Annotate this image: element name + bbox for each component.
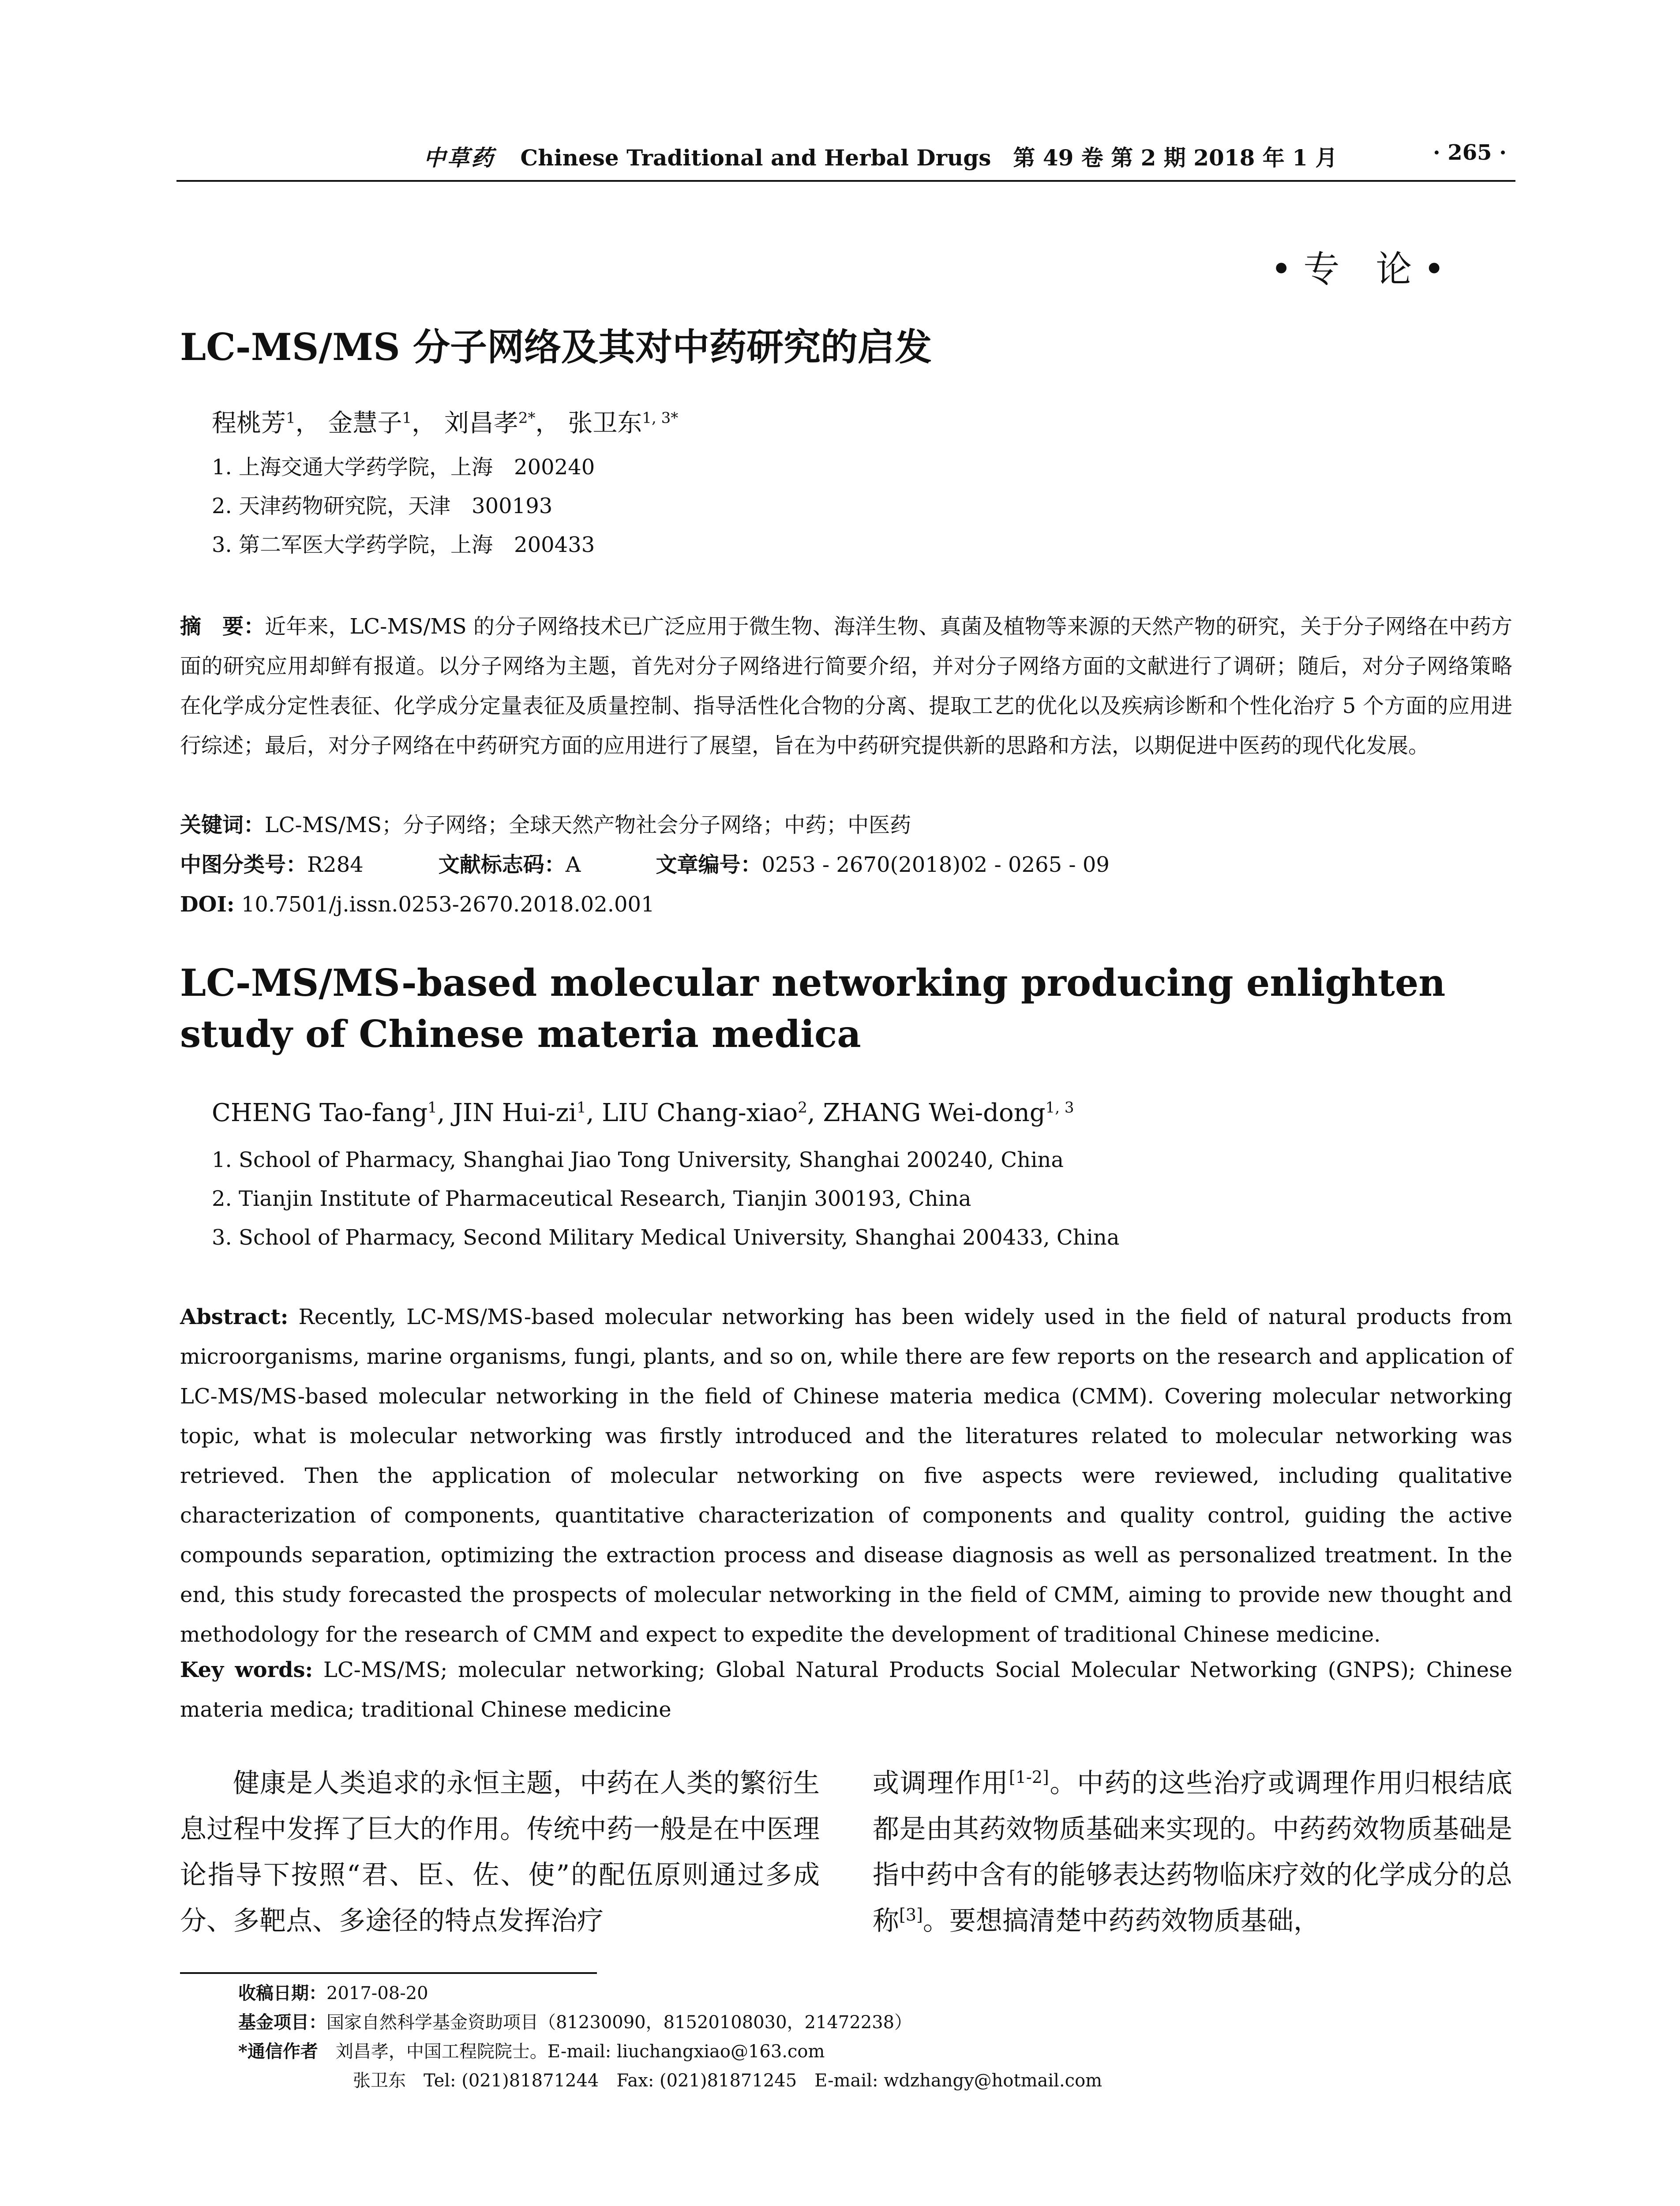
author-sep: ， [295,409,320,438]
fund-text: 国家自然科学基金资助项目（81230090，81520108030，21472238） [326,2012,912,2033]
author-sup: 1 [576,1099,586,1117]
fund-label: 基金项目： [238,2012,326,2033]
section-tag: • 专 论 • [1271,248,1445,290]
classification-line [180,845,1110,885]
keywords-text: LC-MS/MS；分子网络；全球天然产物社会分子网络；中药；中医药 [265,813,911,837]
journal-info [424,140,1337,172]
footnotes [238,1979,1102,2095]
abstract-text: Recently, LC-MS/MS-based molecular networking has been widely used in the field of natural products from microorganisms, marine organisms, fungi, plants, and so on, while there are few reports on the research and application of LC-MS/MS-based molecular networking in the field of Chinese materia medica (CMM). Covering molecular networking topic, what is molecular networking was firstly introduced and the literatures related to molecular networking was retrieved. Then the application of molecular networking on five aspects were reviewed, including qualitative characterization of components, quantitative characterization of components and quality control, guiding the active compounds separation, optimizing the extraction process and disease diagnosis as well as personalized treatment. In the end, this study forecasted the prospects of molecular networking in the field of CMM, aiming to provide new thought and methodology for the research of CMM and expect to expedite the development of traditional Chinese medicine. [180,1305,1512,1647]
citation-ref[interactable]: [3] [899,1905,923,1925]
doi-label: DOI: [180,892,235,917]
doccode-value: A [565,852,581,877]
author-sup: 2* [518,409,536,427]
author-sep: , [437,1099,453,1127]
cn-affiliations [212,448,595,564]
footnote-received [238,1979,1102,2008]
en-affiliations [212,1141,1119,1257]
footnote-fund [238,2008,1102,2037]
affiliation: 1. 上海交通大学药学院，上海 200240 [212,455,595,480]
author-sup: 2 [798,1099,807,1117]
body-column-left: 健康是人类追求的永恒主题，中药在人类的繁衍生息过程中发挥了巨大的作用。传统中药一般是在中医理论指导下按照“君、臣、佐、使”的配伍原则通过多成分、多靶点、多途径的特点发挥治疗 [180,1768,820,1936]
doi-line [180,885,655,924]
footnote-divider [180,1972,597,1974]
affiliation: 3. School of Pharmacy, Second Military Medical University, Shanghai 200433, China [212,1225,1120,1250]
journal-logo: 中草药 [424,145,495,171]
author-name: JIN Hui-zi [453,1099,577,1127]
author-sep: ， [535,409,560,438]
article-label: 文章编号： [656,852,762,877]
abstract-label: 摘 要： [180,614,265,639]
doccode-label: 文献标志码： [438,852,566,877]
author-name: 程桃芳 [212,409,286,438]
body-text: 或调理作用 [873,1768,1009,1799]
keywords-label: Key words: [180,1658,313,1682]
keywords-text: LC-MS/MS; molecular networking; Global Natural Products Social Molecular Networking (GNPS); Chinese materia medica; traditional Chinese medicine [180,1658,1513,1722]
doi-link[interactable]: 10.7501/j.issn.0253-2670.2018.02.001 [234,892,655,917]
affiliation: 3. 第二军医大学药学院，上海 200433 [212,533,595,557]
cn-keywords [180,805,911,845]
author-sup: 1, 3 [1045,1099,1074,1117]
body-text: 。要想搞清楚中药药效物质基础， [922,1906,1320,1936]
page-number: · 265 · [1432,140,1507,165]
footnote-corresponding [238,2037,1102,2066]
body-text: 。中药的这些治疗或调理作用归根结底都是由其药效物质基础来实现的。中药药效物质基础是指中药中含有的能够表达药物临床疗效的化学成分的总称 [873,1768,1513,1936]
keywords-label: 关键词： [180,813,265,837]
abstract-text: 近年来，LC-MS/MS 的分子网络技术已广泛应用于微生物、海洋生物、真菌及植物等来源的天然产物的研究，关于分子网络在中药方面的研究应用却鲜有报道。以分子网络为主题，首先对分子网络进行简要介绍，并对分子网络方面的文献进行了调研；随后，对分子网络策略在化学成分定性表征、化学成分定量表征及质量控制、指导活性化合物的分离、提取工艺的优化以及疾病诊断和个性化治疗 5 个方面的应用进行综述；最后，对分子网络在中药研究方面的应用进行了展望，旨在为中药研究提供新的思路和方法，以期促进中医药的现代化发展。 [180,614,1512,758]
corr-label: *通信作者 [238,2041,318,2062]
author-sup: 1 [402,409,412,427]
class-value: R284 [307,852,364,877]
article-value: 0253 - 2670(2018)02 - 0265 - 09 [761,852,1110,877]
author-name: 刘昌孝 [444,409,518,438]
affiliation: 1. School of Pharmacy, Shanghai Jiao Tong University, Shanghai 200240, China [212,1148,1064,1172]
running-header [176,140,1515,182]
abstract-label: Abstract: [180,1305,289,1329]
cn-title: LC-MS/MS 分子网络及其对中药研究的启发 [180,325,932,369]
citation-ref[interactable]: [1-2] [1009,1767,1049,1787]
en-authors [212,1099,1074,1127]
footnote-corresponding-2: 张卫东 Tel: (021)81871244 Fax: (021)81871245 E-mail: wdzhangy@hotmail.com [353,2071,1102,2091]
journal-issue: Chinese Traditional and Herbal Drugs 第 49 卷 第 2 期 2018 年 1 月 [520,145,1338,171]
corr-text: 刘昌孝，中国工程院院士。E-mail: liuchangxiao@163.com [318,2041,825,2062]
author-name: LIU Chang-xiao [602,1099,798,1127]
author-sep: ， [412,409,437,438]
cn-authors [212,404,678,439]
author-name: ZHANG Wei-dong [823,1099,1046,1127]
author-sep: , [807,1099,823,1127]
author-name: 张卫东 [568,409,642,438]
author-sup: 1, 3* [642,409,679,427]
affiliation: 2. Tianjin Institute of Pharmaceutical Research, Tianjin 300193, China [212,1186,971,1211]
author-sep: , [586,1099,602,1127]
author-name: CHENG Tao-fang [212,1099,428,1127]
cn-abstract [180,607,1512,765]
received-label: 收稿日期： [238,1983,326,2003]
affiliation: 2. 天津药物研究院，天津 300193 [212,494,553,518]
en-keywords [180,1650,1512,1730]
en-abstract [180,1297,1512,1654]
author-name: 金慧子 [328,409,402,438]
author-sup: 1 [428,1099,437,1117]
en-title: LC-MS/MS-based molecular networking producing enlighten study of Chinese materia medica [180,961,1446,1056]
received-date: 2017-08-20 [326,1983,428,2003]
author-sup: 1 [286,409,296,427]
class-label: 中图分类号： [180,852,308,877]
body-column-right [873,1760,1512,1944]
